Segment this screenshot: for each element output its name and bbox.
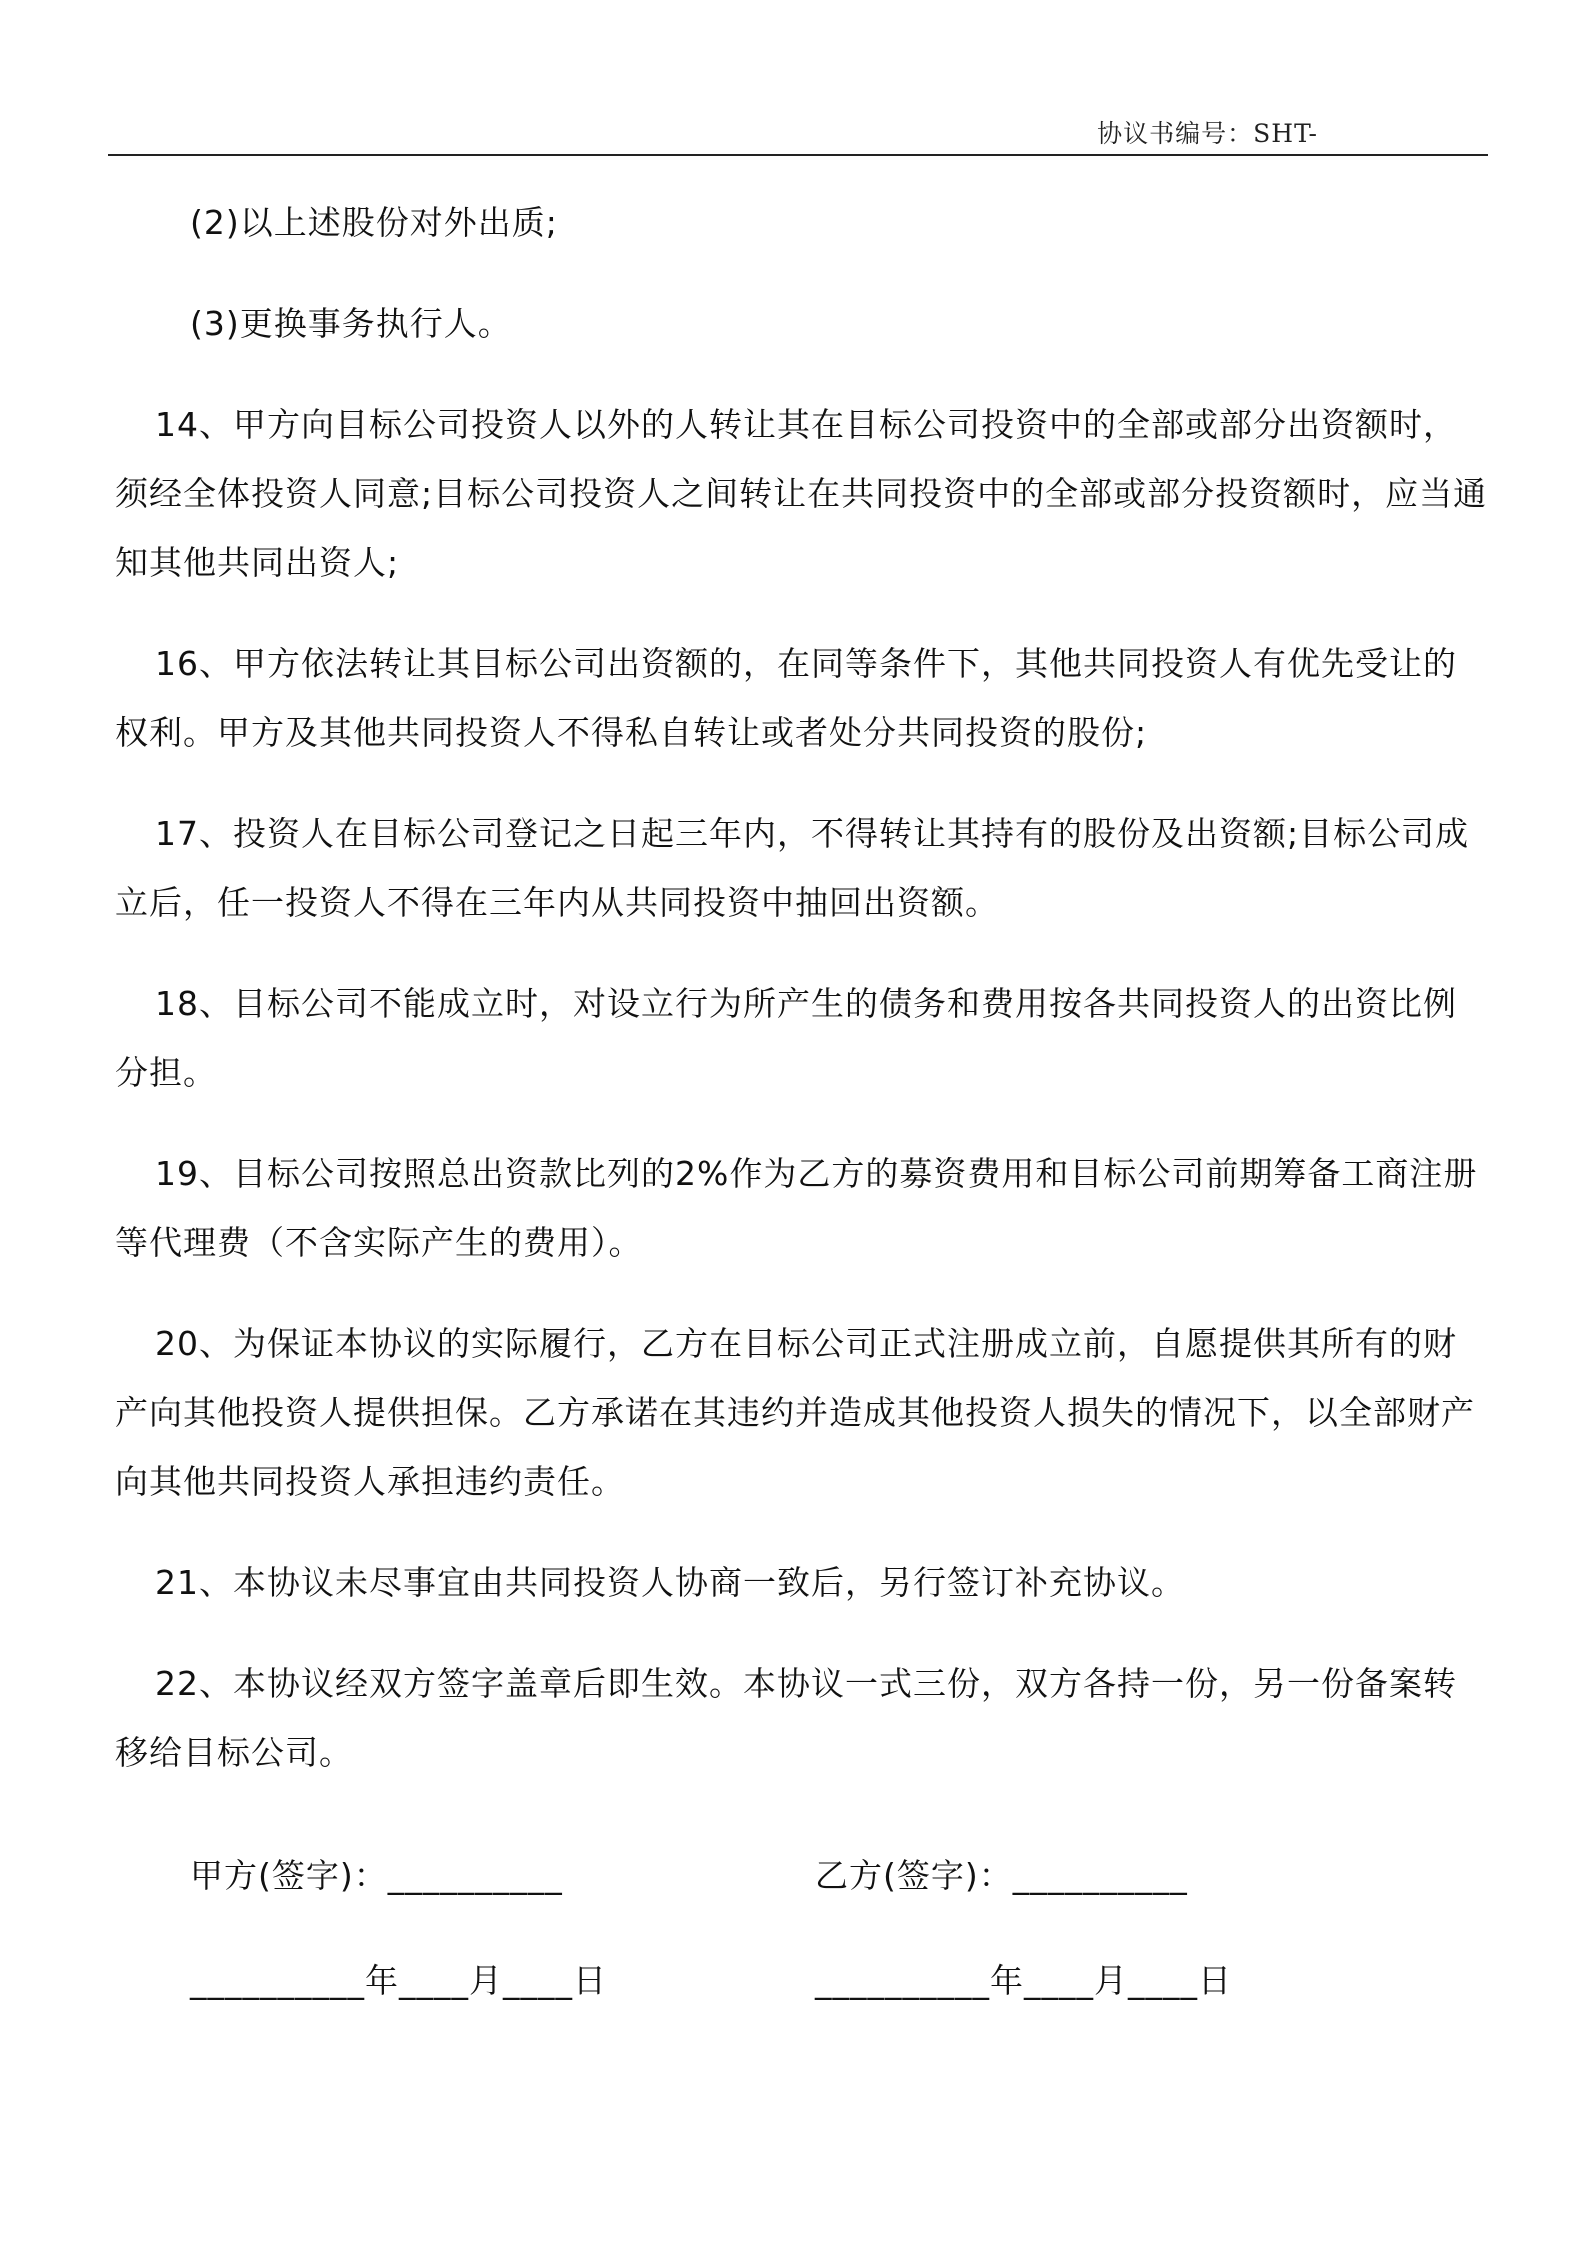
clause-21: 21、本协议未尽事宜由共同投资人协商一致后，另行签订补充协议。: [155, 1563, 1185, 1602]
page-header: [108, 100, 1488, 156]
clause-item-2: (2)以上述股份对外出质;: [190, 203, 558, 242]
clause-22: 22、本协议经双方签字盖章后即生效。本协议一式三份，双方各持一份，另一份备案转移给目标公司。: [115, 1664, 1457, 1772]
clause-19: 19、目标公司按照总出资款比列的2%作为乙方的募资费用和目标公司前期筹备工商注册等代理费（不含实际产生的费用）。: [115, 1154, 1478, 1262]
party-b-signature: 乙方(签字)：__________: [815, 1856, 1188, 1895]
agreement-body: [115, 188, 1490, 1819]
clause-17: 17、投资人在目标公司登记之日起三年内，不得转让其持有的股份及出资额;目标公司成立后，任一投资人不得在三年内从共同投资中抽回出资额。: [115, 814, 1470, 922]
party-a-date: __________年____月____日: [190, 1961, 607, 2000]
agreement-number: 协议书编号：SHT-: [1097, 119, 1318, 148]
party-b-date: __________年____月____日: [815, 1961, 1232, 2000]
date-row: [190, 1955, 1390, 2072]
clause-14: 14、甲方向目标公司投资人以外的人转让其在目标公司投资中的全部或部分出资额时，须经全体投资人同意;目标公司投资人之间转让在共同投资中的全部或部分投资额时，应当通知其他共同出资人;: [115, 405, 1488, 582]
clause-18: 18、目标公司不能成立时，对设立行为所产生的债务和费用按各共同投资人的出资比例分担。: [115, 984, 1457, 1092]
clause-16: 16、甲方依法转让其目标公司出资额的，在同等条件下，其他共同投资人有优先受让的权利。甲方及其他共同投资人不得私自转让或者处分共同投资的股份;: [115, 644, 1457, 752]
signature-row: [190, 1850, 1390, 1967]
clause-20: 20、为保证本协议的实际履行，乙方在目标公司正式注册成立前，自愿提供其所有的财产向其他投资人提供担保。乙方承诺在其违约并造成其他投资人损失的情况下，以全部财产向其他共同投资人承担违约责任。: [115, 1324, 1475, 1501]
clause-item-3: (3)更换事务执行人。: [190, 304, 512, 343]
party-a-signature: 甲方(签字)：__________: [190, 1856, 563, 1895]
